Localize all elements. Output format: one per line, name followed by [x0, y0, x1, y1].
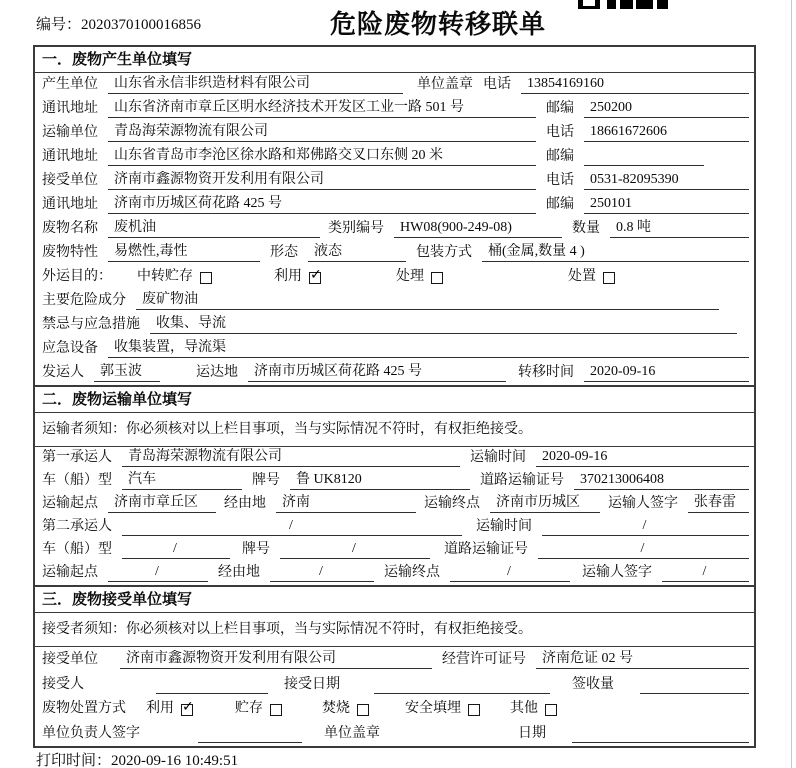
- form-title: 危险废物转移联单: [330, 9, 547, 39]
- road-permit-2-label: 道路运输证号: [444, 542, 528, 557]
- transporter-label: 运输单位: [42, 125, 98, 140]
- road-permit-1-value: 370213006408: [574, 471, 749, 490]
- carrier-sign-2-label: 运输人签字: [582, 565, 652, 580]
- transporter-phone-value: 18661672606: [584, 123, 749, 142]
- route-via-2-value: /: [270, 563, 374, 582]
- destination-label: 运达地: [196, 365, 238, 380]
- transport-time-1-label: 运输时间: [470, 450, 526, 465]
- receiver-value: 济南市鑫源物资开发利用有限公司: [108, 171, 536, 190]
- route-end-1-value: 济南市历城区: [490, 494, 600, 513]
- checkbox-icon: [200, 272, 212, 284]
- qr-block-icon: [657, 0, 668, 9]
- license-value: 济南危证 02 号: [536, 650, 749, 669]
- vehicle-type-2-value: /: [122, 540, 230, 559]
- vehicle-type-2-label: 车（船）型: [42, 542, 112, 557]
- transport-time-2-label: 运输时间: [476, 519, 532, 534]
- route-start-1-value: 济南市章丘区: [108, 494, 216, 513]
- disposal-option-label: 利用: [146, 701, 174, 716]
- route-start-1-label: 运输起点: [42, 496, 98, 511]
- checkbox-icon: [270, 704, 282, 716]
- waste-properties-value: 易燃性,毒性: [108, 243, 260, 262]
- accept-date-label: 接受日期: [284, 677, 340, 692]
- checkbox-checked-icon: [181, 704, 193, 716]
- destination-value: 济南市历城区荷花路 425 号: [248, 363, 506, 382]
- waste-name-row: [35, 217, 754, 241]
- acceptor-label: 接受人: [42, 677, 84, 692]
- producer-zip-label: 邮编: [546, 101, 574, 116]
- qr-block-icon: [620, 0, 633, 9]
- transfer-purpose-label: 外运目的：: [42, 269, 112, 284]
- responsible-signature-label: 单位负责人签字: [42, 726, 140, 741]
- plate-2-value: /: [280, 540, 430, 559]
- hazard-components-label: 主要危险成分: [42, 293, 126, 308]
- producer-row: [35, 73, 754, 97]
- disposal-option-landfill: [405, 700, 480, 718]
- serial-number: 2020370100016856: [81, 17, 202, 33]
- disposal-option-label: 其他: [510, 701, 538, 716]
- producer-address-value: 山东省济南市章丘区明水经济技术开发区工业一路 501 号: [108, 99, 536, 118]
- shipper-value: 郭玉波: [94, 363, 160, 382]
- shipper-row: [35, 361, 754, 385]
- route-end-1-label: 运输终点: [424, 496, 480, 511]
- qr-block-icon: [636, 0, 653, 9]
- vehicle-type-1-value: 汽车: [122, 471, 242, 490]
- signed-quantity-label: 签收量: [572, 677, 614, 692]
- transfer-time-label: 转移时间: [518, 365, 574, 380]
- transporter-zip-label: 邮编: [546, 149, 574, 164]
- seal-date-label: 日期: [518, 726, 546, 741]
- checkbox-icon: [603, 272, 615, 284]
- accepting-unit-value: 济南市鑫源物资开发利用有限公司: [120, 650, 432, 669]
- receiver-address-value: 济南市历城区荷花路 425 号: [108, 195, 536, 214]
- second-carrier-value: /: [122, 517, 462, 536]
- producer-label: 产生单位: [42, 77, 98, 92]
- route-start-2-value: /: [108, 563, 208, 582]
- seal-date-value: [572, 724, 749, 743]
- waste-quantity-value: 0.8 吨: [610, 219, 749, 238]
- first-carrier-value: 青岛海荣源物流有限公司: [122, 448, 460, 467]
- waste-form-label: 形态: [270, 245, 298, 260]
- receiver-notice: 接受者须知：你必须核对以上栏目事项，当与实际情况不符时，有权拒绝接受。: [35, 613, 754, 647]
- transporter-row: [35, 121, 754, 145]
- taboo-measures-value: 收集、导流: [150, 315, 737, 334]
- responsible-signature-value: [198, 724, 302, 743]
- disposal-option-label: 焚烧: [322, 701, 350, 716]
- carrier-sign-1-value: 张春雷: [688, 494, 749, 513]
- first-carrier-row: [35, 447, 754, 470]
- taboo-measures-row: [35, 313, 754, 337]
- waste-form-value: 液态: [308, 243, 406, 262]
- transporter-phone-label: 电话: [546, 125, 574, 140]
- disposal-option-label: 贮存: [235, 701, 263, 716]
- hazard-components-row: [35, 289, 754, 313]
- qr-code-fragment-icon: [578, 0, 668, 9]
- plate-2-label: 牌号: [242, 542, 270, 557]
- serial-number-line: [36, 13, 201, 34]
- shipper-label: 发运人: [42, 365, 84, 380]
- transporter-address-value: 山东省青岛市李沧区徐水路和郑佛路交叉口东侧 20 米: [108, 147, 536, 166]
- signed-quantity-value: [640, 675, 749, 694]
- checkbox-icon: [545, 704, 557, 716]
- producer-phone-value: 13854169160: [521, 75, 749, 94]
- receiver-phone-value: 0531-82095390: [584, 171, 749, 190]
- checkbox-icon: [357, 704, 369, 716]
- disposal-option-label: 安全填埋: [405, 701, 461, 716]
- purpose-option-label: 处理: [396, 269, 424, 284]
- print-time-line: [36, 749, 238, 768]
- producer-phone-label: 电话: [483, 77, 511, 92]
- transport-time-2-value: /: [542, 517, 749, 536]
- vehicle-type-1-label: 车（船）型: [42, 473, 112, 488]
- disposal-option-store: [235, 700, 282, 718]
- producer-value: 山东省永信非织造材料有限公司: [108, 75, 403, 94]
- producer-seal-label: 单位盖章: [417, 77, 473, 92]
- purpose-option-utilize: [274, 268, 321, 286]
- disposal-option-other: [510, 700, 557, 718]
- accept-date-value: [374, 675, 550, 694]
- purpose-option-label: 利用: [274, 269, 302, 284]
- transporter-address-label: 通讯地址: [42, 149, 98, 164]
- plate-1-value: 鲁 UK8120: [290, 471, 470, 490]
- checkbox-checked-icon: [309, 272, 321, 284]
- section-3-header: 三．废物接受单位填写: [35, 585, 754, 613]
- waste-name-label: 废物名称: [42, 221, 98, 236]
- hazard-components-value: 废矿物油: [136, 291, 719, 310]
- route-end-2-label: 运输终点: [384, 565, 440, 580]
- receiver-phone-label: 电话: [546, 173, 574, 188]
- disposal-option-utilize: [146, 700, 193, 718]
- route-via-1-label: 经由地: [224, 496, 266, 511]
- producer-address-row: [35, 97, 754, 121]
- disposal-method-label: 废物处置方式: [42, 701, 126, 716]
- waste-name-value: 废机油: [108, 219, 320, 238]
- carrier-sign-2-value: /: [662, 563, 749, 582]
- transfer-purpose-row: [35, 265, 754, 289]
- serial-label: 编号：: [36, 17, 82, 33]
- waste-properties-label: 废物特性: [42, 245, 98, 260]
- section-1-header: 一．废物产生单位填写: [35, 47, 754, 73]
- road-permit-2-value: /: [538, 540, 749, 559]
- checkbox-icon: [468, 704, 480, 716]
- purpose-option-treat: [396, 268, 443, 286]
- accepting-unit-label: 接受单位: [42, 652, 98, 667]
- route-via-2-label: 经由地: [218, 565, 260, 580]
- vehicle-1-row: [35, 470, 754, 493]
- unit-seal-label: 单位盖章: [324, 726, 380, 741]
- producer-zip-value: 250200: [584, 99, 749, 118]
- print-time-label: 打印时间：: [36, 753, 112, 768]
- receiver-zip-value: 250101: [584, 195, 749, 214]
- acceptor-row: [35, 672, 754, 697]
- route-via-1-value: 济南: [276, 494, 416, 513]
- transporter-value: 青岛海荣源物流有限公司: [108, 123, 536, 142]
- road-permit-1-label: 道路运输证号: [480, 473, 564, 488]
- transporter-address-row: [35, 145, 754, 169]
- taboo-measures-label: 禁忌与应急措施: [42, 317, 140, 332]
- acceptor-value: [156, 675, 268, 694]
- receiver-zip-label: 邮编: [546, 197, 574, 212]
- route-start-2-label: 运输起点: [42, 565, 98, 580]
- section-2-header: 二．废物运输单位填写: [35, 385, 754, 413]
- disposal-option-incinerate: [322, 700, 369, 718]
- license-label: 经营许可证号: [442, 652, 526, 667]
- purpose-option-dispose: [568, 268, 615, 286]
- purpose-option-transfer-storage: [137, 268, 212, 286]
- route-2-row: [35, 562, 754, 585]
- first-carrier-label: 第一承运人: [42, 450, 112, 465]
- vehicle-2-row: [35, 539, 754, 562]
- plate-1-label: 牌号: [252, 473, 280, 488]
- transporter-notice: 运输者须知：你必须核对以上栏目事项，当与实际情况不符时，有权拒绝接受。: [35, 413, 754, 447]
- emergency-equipment-row: [35, 337, 754, 361]
- waste-quantity-label: 数量: [572, 221, 600, 236]
- qr-finder-corner-icon: [578, 0, 600, 9]
- carrier-sign-1-label: 运输人签字: [608, 496, 678, 511]
- accepting-unit-row: [35, 647, 754, 672]
- page-right-edge: [791, 0, 792, 768]
- waste-category-label: 类别编号: [328, 221, 384, 236]
- transporter-zip-value: [584, 147, 704, 166]
- route-1-row: [35, 493, 754, 516]
- receiver-label: 接受单位: [42, 173, 98, 188]
- print-time-value: 2020-09-16 10:49:51: [111, 753, 239, 768]
- purpose-option-label: 处置: [568, 269, 596, 284]
- transport-time-1-value: 2020-09-16: [536, 448, 749, 467]
- responsible-signature-row: [35, 721, 754, 746]
- route-end-2-value: /: [450, 563, 570, 582]
- waste-category-value: HW08(900-249-08): [394, 219, 562, 238]
- receiver-address-label: 通讯地址: [42, 197, 98, 212]
- transfer-time-value: 2020-09-16: [584, 363, 749, 382]
- receiver-address-row: [35, 193, 754, 217]
- producer-address-label: 通讯地址: [42, 101, 98, 116]
- checkbox-icon: [431, 272, 443, 284]
- second-carrier-label: 第二承运人: [42, 519, 112, 534]
- receiver-row: [35, 169, 754, 193]
- emergency-equipment-value: 收集装置，导流渠: [108, 339, 749, 358]
- emergency-equipment-label: 应急设备: [42, 341, 98, 356]
- second-carrier-row: [35, 516, 754, 539]
- packing-label: 包装方式: [416, 245, 472, 260]
- qr-block-icon: [607, 0, 616, 9]
- manifest-table: [33, 45, 756, 748]
- waste-properties-row: [35, 241, 754, 265]
- disposal-method-row: [35, 697, 754, 721]
- packing-value: 桶(金属,数量 4 ): [482, 243, 749, 262]
- purpose-option-label: 中转贮存: [137, 269, 193, 284]
